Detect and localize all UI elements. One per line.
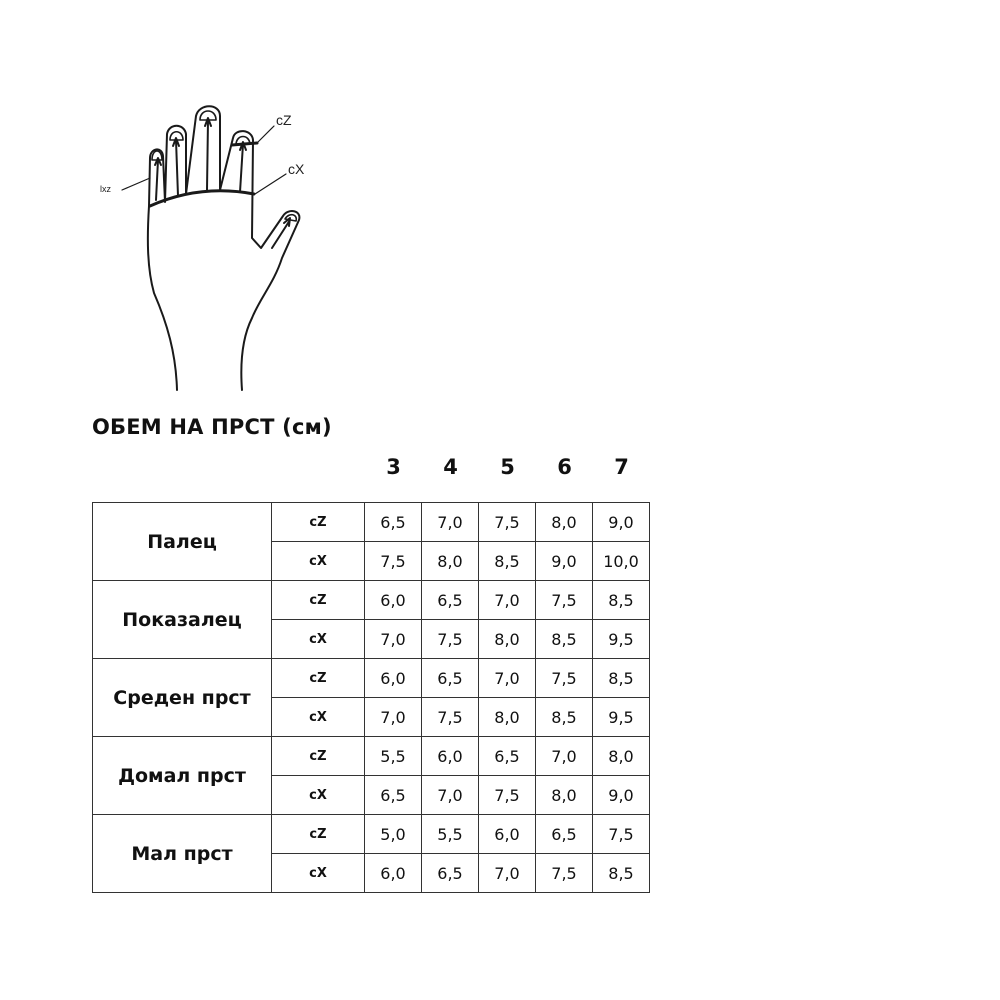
finger-name-thumb: Палец [93, 503, 272, 581]
measure-label: cZ [272, 737, 365, 776]
value-cell: 9,0 [593, 503, 650, 542]
value-cell: 8,0 [536, 776, 593, 815]
size-header-4: 4 [443, 455, 458, 479]
value-cell: 7,5 [422, 698, 479, 737]
value-cell: 7,5 [536, 659, 593, 698]
value-cell: 8,0 [593, 737, 650, 776]
value-cell: 7,0 [536, 737, 593, 776]
hand-measurement-diagram [92, 98, 342, 398]
measure-label: cX [272, 776, 365, 815]
size-header-5: 5 [500, 455, 515, 479]
finger-name-index: Показалец [93, 581, 272, 659]
size-header-6: 6 [557, 455, 572, 479]
measure-label: cZ [272, 659, 365, 698]
value-cell: 6,5 [422, 659, 479, 698]
value-cell: 7,5 [422, 620, 479, 659]
measure-label: cX [272, 542, 365, 581]
value-cell: 6,5 [365, 776, 422, 815]
value-cell: 8,5 [479, 542, 536, 581]
value-cell: 10,0 [593, 542, 650, 581]
value-cell: 7,0 [365, 698, 422, 737]
value-cell: 7,5 [536, 854, 593, 893]
table-row [93, 581, 650, 620]
value-cell: 6,5 [365, 503, 422, 542]
value-cell: 7,5 [479, 776, 536, 815]
value-cell: 8,5 [536, 698, 593, 737]
value-cell: 7,0 [479, 659, 536, 698]
label-cx: cX [288, 161, 305, 177]
value-cell: 6,0 [365, 659, 422, 698]
value-cell: 5,0 [365, 815, 422, 854]
value-cell: 7,0 [479, 854, 536, 893]
value-cell: 6,5 [479, 737, 536, 776]
value-cell: 9,5 [593, 620, 650, 659]
label-lxz: lxz [100, 184, 111, 194]
value-cell: 6,5 [536, 815, 593, 854]
measure-label: cX [272, 620, 365, 659]
value-cell: 7,5 [536, 581, 593, 620]
table-row [93, 659, 650, 698]
value-cell: 8,0 [422, 542, 479, 581]
value-cell: 8,5 [593, 581, 650, 620]
value-cell: 8,5 [536, 620, 593, 659]
size-header-3: 3 [386, 455, 401, 479]
table-row [93, 737, 650, 776]
measure-label: cX [272, 854, 365, 893]
value-cell: 8,0 [479, 620, 536, 659]
hand-outline-drawing [92, 98, 342, 398]
value-cell: 7,0 [422, 776, 479, 815]
table-row [93, 815, 650, 854]
label-cz: cZ [276, 112, 292, 128]
value-cell: 7,0 [365, 620, 422, 659]
value-cell: 8,5 [593, 854, 650, 893]
value-cell: 7,5 [365, 542, 422, 581]
value-cell: 7,5 [593, 815, 650, 854]
value-cell: 9,5 [593, 698, 650, 737]
value-cell: 6,0 [365, 581, 422, 620]
page-title: ОБЕМ НА ПРСТ (см) [92, 415, 332, 439]
value-cell: 6,0 [422, 737, 479, 776]
finger-name-middle: Среден прст [93, 659, 272, 737]
measure-label: cX [272, 698, 365, 737]
value-cell: 6,5 [422, 581, 479, 620]
value-cell: 8,0 [479, 698, 536, 737]
finger-name-ring: Домал прст [93, 737, 272, 815]
value-cell: 7,5 [479, 503, 536, 542]
value-cell: 7,0 [422, 503, 479, 542]
value-cell: 9,0 [593, 776, 650, 815]
value-cell: 7,0 [479, 581, 536, 620]
value-cell: 6,0 [365, 854, 422, 893]
measure-label: cZ [272, 503, 365, 542]
value-cell: 8,5 [593, 659, 650, 698]
measure-label: cZ [272, 581, 365, 620]
size-header-7: 7 [614, 455, 629, 479]
measure-label: cZ [272, 815, 365, 854]
size-header-row [0, 455, 1000, 487]
table-row [93, 503, 650, 542]
value-cell: 9,0 [536, 542, 593, 581]
value-cell: 5,5 [365, 737, 422, 776]
finger-circumference-table [92, 502, 650, 893]
finger-name-little: Мал прст [93, 815, 272, 893]
value-cell: 8,0 [536, 503, 593, 542]
value-cell: 6,0 [479, 815, 536, 854]
value-cell: 5,5 [422, 815, 479, 854]
value-cell: 6,5 [422, 854, 479, 893]
